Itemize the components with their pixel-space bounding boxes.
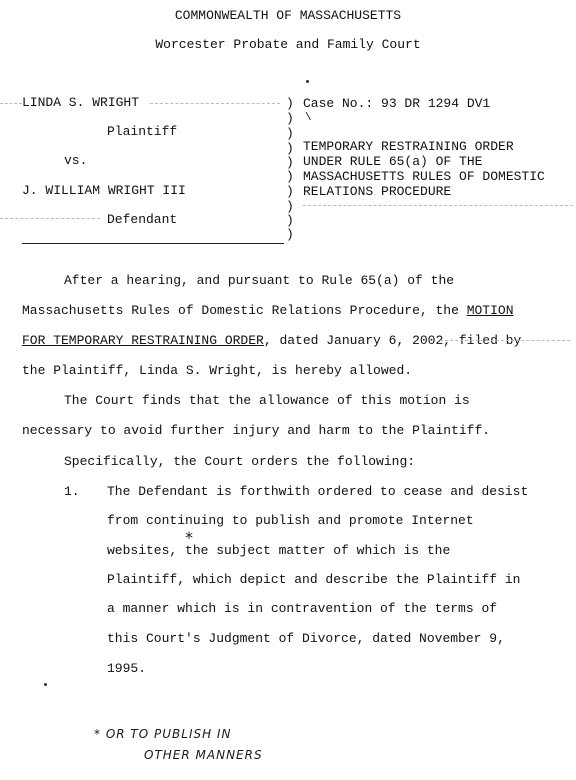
item-line: websites, the subject matter of which is the: [107, 543, 451, 558]
plaintiff-label: Plaintiff: [107, 124, 178, 139]
bracket-mark: ): [286, 155, 294, 170]
scan-speck: [44, 683, 47, 686]
scan-streak: [303, 205, 573, 206]
bracket-mark: ): [286, 184, 294, 199]
handwritten-note-line: * OR TO PUBLISH IN: [94, 727, 232, 741]
paragraph-line: The Court finds that the allowance of this motion is: [64, 393, 470, 408]
order-title-line: MASSACHUSETTS RULES OF DOMESTIC: [303, 169, 545, 184]
scan-streak: [0, 218, 100, 219]
paragraph-text: , dated January 6, 2002, filed by: [263, 333, 522, 348]
paragraph-line: After a hearing, and pursuant to Rule 65(a) of the: [64, 273, 455, 288]
item-line: Plaintiff, which depict and describe the Plaintiff in: [107, 572, 521, 587]
bracket-mark: ): [286, 126, 294, 141]
handwritten-asterisk: *: [185, 528, 194, 547]
item-line: 1995.: [107, 661, 147, 676]
order-title-line: TEMPORARY RESTRAINING ORDER: [303, 139, 514, 154]
bracket-mark: ): [286, 199, 294, 214]
item-line: this Court's Judgment of Divorce, dated November 9,: [107, 631, 505, 646]
paragraph-line: the Plaintiff, Linda S. Wright, is hereby allowed.: [22, 363, 413, 378]
paragraph-line: Specifically, the Court orders the following:: [64, 454, 416, 469]
paragraph-text: Massachusetts Rules of Domestic Relations Procedure, the: [22, 303, 467, 318]
bracket-mark: ): [286, 141, 294, 156]
item-line: a manner which is in contravention of the terms of: [107, 601, 498, 616]
plaintiff-name: LINDA S. WRIGHT: [22, 95, 140, 110]
scan-streak: [0, 103, 22, 104]
case-number: Case No.: 93 DR 1294 DV1: [303, 96, 491, 111]
item-line: The Defendant is forthwith ordered to cease and desist: [107, 484, 529, 499]
bracket-mark: ): [286, 111, 294, 126]
versus-label: vs.: [64, 153, 88, 168]
paragraph-line: [22, 303, 514, 318]
bracket-mark: ): [286, 227, 294, 242]
scan-streak: [440, 340, 570, 341]
caption-underline: [22, 243, 284, 244]
item-line: from continuing to publish and promote Internet: [107, 513, 474, 528]
bracket-mark: ): [286, 213, 294, 228]
commonwealth-heading: COMMONWEALTH OF MASSACHUSETTS: [174, 8, 402, 23]
order-title-line: UNDER RULE 65(a) OF THE: [303, 154, 483, 169]
bracket-mark: ): [286, 96, 294, 111]
defendant-label: Defendant: [107, 212, 178, 227]
scan-speck: [306, 80, 309, 83]
defendant-name: J. WILLIAM WRIGHT III: [22, 183, 186, 198]
handwritten-note-line: OTHER MANNERS: [144, 748, 263, 762]
court-name: Worcester Probate and Family Court: [155, 37, 421, 52]
item-number: 1.: [64, 484, 80, 499]
scan-streak: [150, 103, 280, 104]
stray-mark: \: [305, 112, 312, 124]
motion-title: FOR TEMPORARY RESTRAINING ORDER: [22, 333, 264, 348]
order-title-line: RELATIONS PROCEDURE: [303, 184, 452, 199]
bracket-mark: ): [286, 169, 294, 184]
paragraph-line: necessary to avoid further injury and harm to the Plaintiff.: [22, 423, 491, 438]
motion-title: MOTION: [466, 303, 514, 318]
